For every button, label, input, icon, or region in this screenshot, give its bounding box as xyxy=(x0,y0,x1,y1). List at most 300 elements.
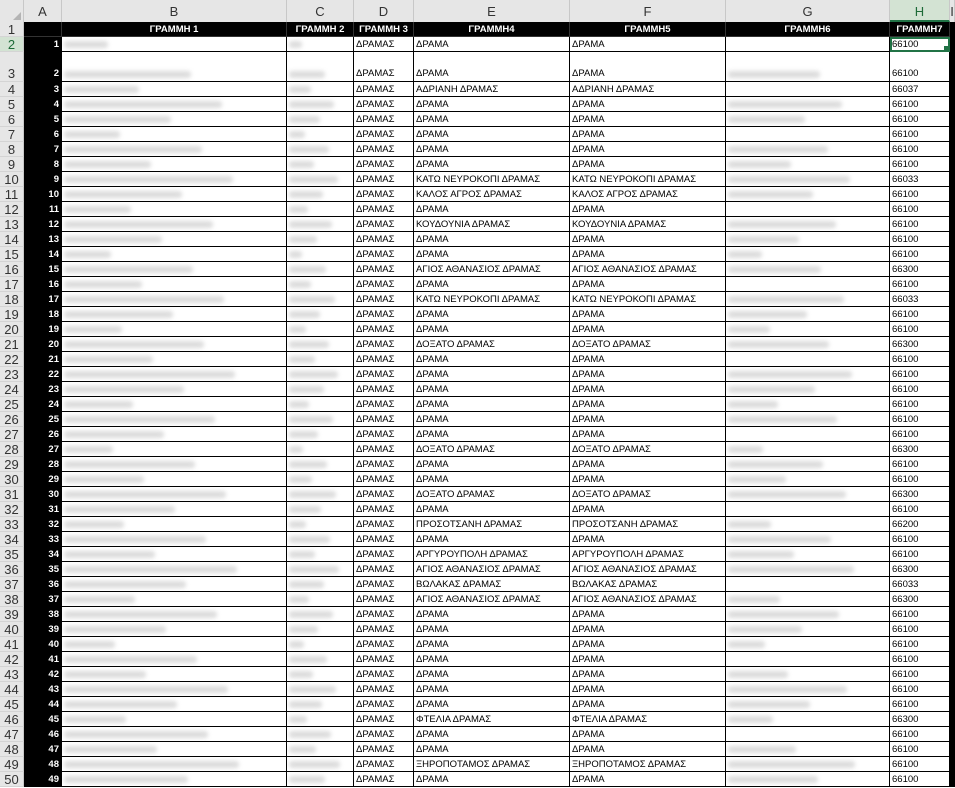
cell-redacted[interactable] xyxy=(62,172,287,187)
cell[interactable]: 66100 xyxy=(890,532,950,547)
table-row[interactable] xyxy=(0,622,955,637)
cell-index[interactable]: 43 xyxy=(24,682,62,697)
cell[interactable]: ΔΡΑΜΑΣ xyxy=(354,562,414,577)
row-number[interactable]: 2 xyxy=(0,37,24,52)
cell[interactable]: 66100 xyxy=(890,382,950,397)
cell[interactable]: ΔΡΑΜΑΣ xyxy=(354,262,414,277)
cell[interactable]: ΔΡΑΜΑΣ xyxy=(354,427,414,442)
cell[interactable]: ΔΡΑΜΑΣ xyxy=(354,157,414,172)
cell[interactable]: ΔΡΑΜΑ xyxy=(570,307,726,322)
cell-redacted[interactable] xyxy=(726,277,890,292)
cell-index[interactable]: 26 xyxy=(24,427,62,442)
cell[interactable]: ΔΡΑΜΑ xyxy=(570,607,726,622)
table-row[interactable] xyxy=(0,697,955,712)
cell-index[interactable]: 47 xyxy=(24,742,62,757)
cell-redacted[interactable] xyxy=(287,742,354,757)
cell[interactable]: 66100 xyxy=(890,232,950,247)
cell[interactable]: 66100 xyxy=(890,652,950,667)
cell[interactable]: ΔΡΑΜΑ xyxy=(414,397,570,412)
cell[interactable] xyxy=(950,127,955,142)
cell[interactable] xyxy=(950,562,955,577)
cell[interactable]: ΔΟΞΑΤΟ ΔΡΑΜΑΣ xyxy=(570,337,726,352)
table-row[interactable] xyxy=(0,82,955,97)
cell-index[interactable]: 17 xyxy=(24,292,62,307)
cell[interactable] xyxy=(950,142,955,157)
cell-redacted[interactable] xyxy=(726,607,890,622)
cell[interactable]: ΔΡΑΜΑ xyxy=(570,157,726,172)
cell-index[interactable]: 8 xyxy=(24,157,62,172)
header-row[interactable] xyxy=(0,22,955,37)
cell-redacted[interactable] xyxy=(287,502,354,517)
cell-redacted[interactable] xyxy=(726,697,890,712)
cell[interactable]: ΔΡΑΜΑ xyxy=(414,202,570,217)
row-number[interactable]: 29 xyxy=(0,457,24,472)
cell-redacted[interactable] xyxy=(62,472,287,487)
cell[interactable] xyxy=(950,532,955,547)
cell[interactable] xyxy=(950,652,955,667)
cell-redacted[interactable] xyxy=(726,262,890,277)
cell-index[interactable]: 32 xyxy=(24,517,62,532)
table-row[interactable] xyxy=(0,187,955,202)
table-row[interactable] xyxy=(0,172,955,187)
cell[interactable] xyxy=(950,637,955,652)
row-number[interactable]: 46 xyxy=(0,712,24,727)
cell[interactable]: ΔΡΑΜΑ xyxy=(414,472,570,487)
cell[interactable]: 66100 xyxy=(890,637,950,652)
cell[interactable]: ΔΡΑΜΑΣ xyxy=(354,247,414,262)
cell-redacted[interactable] xyxy=(62,652,287,667)
cell[interactable]: 66100 xyxy=(890,37,950,52)
cell[interactable]: 66100 xyxy=(890,367,950,382)
cell-index[interactable]: 31 xyxy=(24,502,62,517)
cell[interactable]: ΚΑΤΩ ΝΕΥΡΟΚΟΠΙ ΔΡΑΜΑΣ xyxy=(414,172,570,187)
table-row[interactable] xyxy=(0,772,955,787)
cell[interactable]: ΔΡΑΜΑΣ xyxy=(354,472,414,487)
cell-redacted[interactable] xyxy=(726,37,890,52)
row-number[interactable]: 12 xyxy=(0,202,24,217)
cell[interactable]: 66100 xyxy=(890,502,950,517)
cell[interactable]: 66037 xyxy=(890,82,950,97)
row-number[interactable]: 25 xyxy=(0,397,24,412)
table-row[interactable] xyxy=(0,277,955,292)
cell-redacted[interactable] xyxy=(287,727,354,742)
cell[interactable]: ΚΟΥΔΟΥΝΙΑ ΔΡΑΜΑΣ xyxy=(570,217,726,232)
cell-redacted[interactable] xyxy=(726,622,890,637)
cell[interactable]: ΔΟΞΑΤΟ ΔΡΑΜΑΣ xyxy=(570,487,726,502)
row-number[interactable]: 13 xyxy=(0,217,24,232)
cell-redacted[interactable] xyxy=(62,442,287,457)
cell[interactable] xyxy=(950,202,955,217)
cell[interactable]: 66100 xyxy=(890,667,950,682)
cell-redacted[interactable] xyxy=(726,247,890,262)
table-row[interactable] xyxy=(0,157,955,172)
cell[interactable]: 66033 xyxy=(890,292,950,307)
cell-redacted[interactable] xyxy=(287,562,354,577)
table-row[interactable] xyxy=(0,307,955,322)
cell-redacted[interactable] xyxy=(726,82,890,97)
cell[interactable]: ΔΡΑΜΑ xyxy=(570,472,726,487)
cell[interactable]: 66100 xyxy=(890,217,950,232)
cell[interactable]: ΔΡΑΜΑ xyxy=(570,502,726,517)
cell[interactable]: 66033 xyxy=(890,172,950,187)
cell-redacted[interactable] xyxy=(62,577,287,592)
cell[interactable]: ΔΡΑΜΑΣ xyxy=(354,487,414,502)
cell[interactable]: ΑΓΙΟΣ ΑΘΑΝΑΣΙΟΣ ΔΡΑΜΑΣ xyxy=(414,562,570,577)
cell-index[interactable]: 42 xyxy=(24,667,62,682)
row-number[interactable]: 37 xyxy=(0,577,24,592)
cell[interactable]: ΔΡΑΜΑ xyxy=(570,457,726,472)
cell-redacted[interactable] xyxy=(62,397,287,412)
cell-redacted[interactable] xyxy=(287,697,354,712)
table-row[interactable] xyxy=(0,652,955,667)
row-number[interactable]: 7 xyxy=(0,127,24,142)
cell[interactable]: ΔΡΑΜΑΣ xyxy=(354,592,414,607)
cell-redacted[interactable] xyxy=(726,652,890,667)
cell[interactable]: ΔΡΑΜΑΣ xyxy=(354,622,414,637)
cell[interactable] xyxy=(950,232,955,247)
row-number[interactable]: 40 xyxy=(0,622,24,637)
row-number[interactable]: 39 xyxy=(0,607,24,622)
column-header-e[interactable]: E xyxy=(414,0,570,22)
table-row[interactable] xyxy=(0,367,955,382)
cell-index[interactable]: 2 xyxy=(24,52,62,82)
cell-index[interactable]: 49 xyxy=(24,772,62,787)
cell[interactable]: 66100 xyxy=(890,322,950,337)
cell-redacted[interactable] xyxy=(726,502,890,517)
cell-redacted[interactable] xyxy=(726,547,890,562)
row-number[interactable]: 22 xyxy=(0,352,24,367)
cell-redacted[interactable] xyxy=(287,97,354,112)
cell[interactable]: ΔΡΑΜΑΣ xyxy=(354,397,414,412)
cell-redacted[interactable] xyxy=(62,232,287,247)
cell[interactable] xyxy=(950,352,955,367)
cell[interactable]: ΑΓΙΟΣ ΑΘΑΝΑΣΙΟΣ ΔΡΑΜΑΣ xyxy=(570,592,726,607)
cell-redacted[interactable] xyxy=(62,37,287,52)
cell[interactable]: 66100 xyxy=(890,277,950,292)
cell[interactable]: ΒΩΛΑΚΑΣ ΔΡΑΜΑΣ xyxy=(414,577,570,592)
cell-redacted[interactable] xyxy=(287,367,354,382)
cell-index[interactable]: 44 xyxy=(24,697,62,712)
cell[interactable]: 66300 xyxy=(890,262,950,277)
cell[interactable]: 66100 xyxy=(890,742,950,757)
cell[interactable] xyxy=(950,577,955,592)
cell[interactable]: ΔΡΑΜΑ xyxy=(414,112,570,127)
select-all-corner[interactable] xyxy=(0,0,24,22)
cell-redacted[interactable] xyxy=(62,412,287,427)
cell[interactable] xyxy=(950,262,955,277)
cell[interactable]: ΔΡΑΜΑ xyxy=(414,532,570,547)
cell[interactable]: ΔΡΑΜΑ xyxy=(414,322,570,337)
cell-redacted[interactable] xyxy=(62,667,287,682)
cell-redacted[interactable] xyxy=(62,52,287,82)
cell[interactable]: ΔΡΑΜΑ xyxy=(414,247,570,262)
cell-index[interactable]: 36 xyxy=(24,577,62,592)
cell-index[interactable]: 20 xyxy=(24,337,62,352)
cell[interactable]: 66100 xyxy=(890,112,950,127)
cell-redacted[interactable] xyxy=(287,472,354,487)
cell[interactable]: ΔΡΑΜΑ xyxy=(570,682,726,697)
cell[interactable]: ΔΡΑΜΑ xyxy=(414,682,570,697)
cell-redacted[interactable] xyxy=(62,547,287,562)
cell-redacted[interactable] xyxy=(287,682,354,697)
table-row[interactable] xyxy=(0,412,955,427)
table-row[interactable] xyxy=(0,247,955,262)
cell[interactable]: ΔΡΑΜΑ xyxy=(570,37,726,52)
cell-index[interactable]: 35 xyxy=(24,562,62,577)
row-number[interactable]: 19 xyxy=(0,307,24,322)
cell-redacted[interactable] xyxy=(726,142,890,157)
cell-redacted[interactable] xyxy=(62,562,287,577)
cell[interactable]: ΔΡΑΜΑΣ xyxy=(354,712,414,727)
cell[interactable]: ΔΡΑΜΑ xyxy=(414,772,570,787)
cell-redacted[interactable] xyxy=(62,262,287,277)
row-number[interactable]: 17 xyxy=(0,277,24,292)
cell[interactable]: ΔΡΑΜΑ xyxy=(414,232,570,247)
cell[interactable]: ΔΡΑΜΑ xyxy=(414,667,570,682)
column-header-c[interactable]: C xyxy=(287,0,354,22)
cell-redacted[interactable] xyxy=(62,727,287,742)
cell[interactable]: ΠΡΟΣΟΤΣΑΝΗ ΔΡΑΜΑΣ xyxy=(414,517,570,532)
cell[interactable] xyxy=(950,517,955,532)
cell[interactable]: ΚΑΤΩ ΝΕΥΡΟΚΟΠΙ ΔΡΑΜΑΣ xyxy=(570,292,726,307)
cell[interactable]: ΔΡΑΜΑΣ xyxy=(354,202,414,217)
table-row[interactable] xyxy=(0,262,955,277)
cell-index[interactable]: 1 xyxy=(24,37,62,52)
cell[interactable]: 66100 xyxy=(890,547,950,562)
cell[interactable]: ΑΓΙΟΣ ΑΘΑΝΑΣΙΟΣ ΔΡΑΜΑΣ xyxy=(414,592,570,607)
cell[interactable] xyxy=(950,292,955,307)
cell-index[interactable]: 27 xyxy=(24,442,62,457)
cell[interactable]: ΑΓΙΟΣ ΑΘΑΝΑΣΙΟΣ ΔΡΑΜΑΣ xyxy=(570,262,726,277)
cell-index[interactable]: 3 xyxy=(24,82,62,97)
cell-redacted[interactable] xyxy=(726,127,890,142)
cell[interactable]: ΔΡΑΜΑΣ xyxy=(354,412,414,427)
cell-index[interactable]: 4 xyxy=(24,97,62,112)
table-row[interactable] xyxy=(0,142,955,157)
cell[interactable] xyxy=(950,52,955,82)
cell-redacted[interactable] xyxy=(62,502,287,517)
cell[interactable]: ΔΡΑΜΑΣ xyxy=(354,307,414,322)
row-number[interactable]: 48 xyxy=(0,742,24,757)
cell[interactable]: 66300 xyxy=(890,487,950,502)
row-number[interactable]: 31 xyxy=(0,487,24,502)
cell-index[interactable]: 25 xyxy=(24,412,62,427)
cell[interactable]: 66100 xyxy=(890,307,950,322)
cell[interactable]: 66300 xyxy=(890,592,950,607)
cell[interactable]: 66100 xyxy=(890,622,950,637)
cell[interactable]: 66300 xyxy=(890,442,950,457)
cell[interactable]: 66300 xyxy=(890,712,950,727)
cell-redacted[interactable] xyxy=(726,772,890,787)
cell-redacted[interactable] xyxy=(726,712,890,727)
cell-redacted[interactable] xyxy=(62,157,287,172)
cell-redacted[interactable] xyxy=(62,277,287,292)
table-row[interactable] xyxy=(0,607,955,622)
cell-index[interactable]: 37 xyxy=(24,592,62,607)
column-header-h[interactable]: H xyxy=(890,0,950,22)
cell-redacted[interactable] xyxy=(62,307,287,322)
row-number[interactable]: 14 xyxy=(0,232,24,247)
cell-redacted[interactable] xyxy=(62,457,287,472)
cell-redacted[interactable] xyxy=(62,127,287,142)
cell-index[interactable]: 30 xyxy=(24,487,62,502)
cell-redacted[interactable] xyxy=(726,757,890,772)
cell[interactable] xyxy=(950,472,955,487)
cell-redacted[interactable] xyxy=(62,367,287,382)
header-cell[interactable]: ΓΡΑΜΜΗ5 xyxy=(570,22,726,37)
cell-redacted[interactable] xyxy=(726,487,890,502)
cell[interactable] xyxy=(950,157,955,172)
cell[interactable] xyxy=(950,667,955,682)
row-number[interactable]: 30 xyxy=(0,472,24,487)
cell[interactable]: ΔΡΑΜΑ xyxy=(570,142,726,157)
cell[interactable]: ΔΡΑΜΑ xyxy=(570,367,726,382)
cell[interactable]: ΔΡΑΜΑΣ xyxy=(354,382,414,397)
cell[interactable]: ΔΡΑΜΑ xyxy=(414,367,570,382)
table-row[interactable] xyxy=(0,97,955,112)
cell-redacted[interactable] xyxy=(726,412,890,427)
cell-index[interactable]: 22 xyxy=(24,367,62,382)
cell-redacted[interactable] xyxy=(62,112,287,127)
cell-redacted[interactable] xyxy=(726,562,890,577)
cell[interactable]: ΔΡΑΜΑΣ xyxy=(354,172,414,187)
cell-redacted[interactable] xyxy=(726,352,890,367)
cell-redacted[interactable] xyxy=(726,667,890,682)
cell[interactable]: ΔΡΑΜΑΣ xyxy=(354,772,414,787)
cell-redacted[interactable] xyxy=(287,277,354,292)
cell-redacted[interactable] xyxy=(62,682,287,697)
cell-redacted[interactable] xyxy=(726,307,890,322)
cell[interactable]: 66100 xyxy=(890,472,950,487)
cell-redacted[interactable] xyxy=(62,352,287,367)
cell[interactable] xyxy=(950,592,955,607)
cell[interactable]: ΑΡΓΥΡΟΥΠΟΛΗ ΔΡΑΜΑΣ xyxy=(414,547,570,562)
cell-redacted[interactable] xyxy=(62,142,287,157)
cell-redacted[interactable] xyxy=(726,187,890,202)
cell[interactable]: ΔΡΑΜΑΣ xyxy=(354,352,414,367)
cell-redacted[interactable] xyxy=(62,487,287,502)
cell[interactable] xyxy=(950,217,955,232)
cell[interactable]: 66100 xyxy=(890,352,950,367)
cell[interactable]: ΑΔΡΙΑΝΗ ΔΡΑΜΑΣ xyxy=(414,82,570,97)
cell[interactable]: 66100 xyxy=(890,457,950,472)
cell-index[interactable]: 14 xyxy=(24,247,62,262)
cell-redacted[interactable] xyxy=(726,742,890,757)
cell-redacted[interactable] xyxy=(726,232,890,247)
cell-index[interactable]: 34 xyxy=(24,547,62,562)
cell[interactable]: ΔΡΑΜΑΣ xyxy=(354,217,414,232)
cell-redacted[interactable] xyxy=(62,202,287,217)
cell-redacted[interactable] xyxy=(726,112,890,127)
table-row[interactable] xyxy=(0,382,955,397)
cell[interactable]: ΚΑΤΩ ΝΕΥΡΟΚΟΠΙ ΔΡΑΜΑΣ xyxy=(414,292,570,307)
cell[interactable]: 66100 xyxy=(890,697,950,712)
cell[interactable]: ΔΡΑΜΑ xyxy=(570,697,726,712)
cell-redacted[interactable] xyxy=(287,172,354,187)
cell[interactable]: ΔΡΑΜΑΣ xyxy=(354,637,414,652)
cell[interactable]: ΔΡΑΜΑ xyxy=(570,637,726,652)
header-cell[interactable]: ΓΡΑΜΜΗ7 xyxy=(890,22,950,37)
table-row[interactable] xyxy=(0,337,955,352)
cell[interactable]: ΔΡΑΜΑΣ xyxy=(354,37,414,52)
row-number[interactable]: 16 xyxy=(0,262,24,277)
cell[interactable]: 66100 xyxy=(890,202,950,217)
cell[interactable] xyxy=(950,742,955,757)
row-number[interactable]: 6 xyxy=(0,112,24,127)
cell-redacted[interactable] xyxy=(726,427,890,442)
cell[interactable] xyxy=(950,172,955,187)
table-row[interactable] xyxy=(0,757,955,772)
cell-redacted[interactable] xyxy=(287,637,354,652)
row-number[interactable]: 35 xyxy=(0,547,24,562)
cell-redacted[interactable] xyxy=(287,187,354,202)
cell-redacted[interactable] xyxy=(287,232,354,247)
cell-redacted[interactable] xyxy=(726,442,890,457)
cell-redacted[interactable] xyxy=(62,187,287,202)
cell-index[interactable]: 6 xyxy=(24,127,62,142)
cell[interactable]: ΒΩΛΑΚΑΣ ΔΡΑΜΑΣ xyxy=(570,577,726,592)
cell[interactable]: ΑΓΙΟΣ ΑΘΑΝΑΣΙΟΣ ΔΡΑΜΑΣ xyxy=(570,562,726,577)
table-row[interactable] xyxy=(0,487,955,502)
cell[interactable] xyxy=(950,487,955,502)
cell-redacted[interactable] xyxy=(287,772,354,787)
table-row[interactable] xyxy=(0,322,955,337)
cell[interactable]: ΔΟΞΑΤΟ ΔΡΑΜΑΣ xyxy=(414,337,570,352)
cell[interactable]: ΔΡΑΜΑ xyxy=(414,352,570,367)
cell[interactable]: ΔΡΑΜΑ xyxy=(570,352,726,367)
cell-redacted[interactable] xyxy=(287,142,354,157)
header-cell[interactable]: ΓΡΑΜΜΗ 2 xyxy=(287,22,354,37)
column-header-b[interactable]: B xyxy=(62,0,287,22)
cell-index[interactable]: 38 xyxy=(24,607,62,622)
cell[interactable]: ΔΡΑΜΑΣ xyxy=(354,127,414,142)
table-row[interactable] xyxy=(0,472,955,487)
table-row[interactable] xyxy=(0,202,955,217)
cell-redacted[interactable] xyxy=(287,352,354,367)
header-cell[interactable]: ΓΡΑΜΜΗ6 xyxy=(726,22,890,37)
cell[interactable]: ΔΡΑΜΑ xyxy=(414,307,570,322)
cell[interactable]: 66100 xyxy=(890,682,950,697)
row-number[interactable]: 26 xyxy=(0,412,24,427)
cell[interactable]: ΠΡΟΣΟΤΣΑΝΗ ΔΡΑΜΑΣ xyxy=(570,517,726,532)
row-number[interactable]: 32 xyxy=(0,502,24,517)
cell-redacted[interactable] xyxy=(726,292,890,307)
cell-redacted[interactable] xyxy=(287,592,354,607)
cell-redacted[interactable] xyxy=(726,367,890,382)
cell-redacted[interactable] xyxy=(726,592,890,607)
cell-redacted[interactable] xyxy=(726,532,890,547)
cell[interactable]: ΔΡΑΜΑΣ xyxy=(354,97,414,112)
cell-redacted[interactable] xyxy=(726,157,890,172)
cell-redacted[interactable] xyxy=(287,442,354,457)
cell-redacted[interactable] xyxy=(62,517,287,532)
cell-index[interactable]: 9 xyxy=(24,172,62,187)
cell[interactable]: ΔΡΑΜΑ xyxy=(414,607,570,622)
cell-redacted[interactable] xyxy=(62,697,287,712)
cell[interactable]: ΔΡΑΜΑ xyxy=(570,112,726,127)
table-row[interactable] xyxy=(0,742,955,757)
cell-redacted[interactable] xyxy=(287,127,354,142)
cell-index[interactable]: 13 xyxy=(24,232,62,247)
cell[interactable]: ΔΡΑΜΑ xyxy=(414,382,570,397)
cell-index[interactable]: 18 xyxy=(24,307,62,322)
cell[interactable]: 66100 xyxy=(890,247,950,262)
cell[interactable]: 66100 xyxy=(890,757,950,772)
cell[interactable] xyxy=(950,97,955,112)
cell[interactable]: ΔΡΑΜΑ xyxy=(570,427,726,442)
cell[interactable]: 66100 xyxy=(890,727,950,742)
cell-redacted[interactable] xyxy=(62,637,287,652)
